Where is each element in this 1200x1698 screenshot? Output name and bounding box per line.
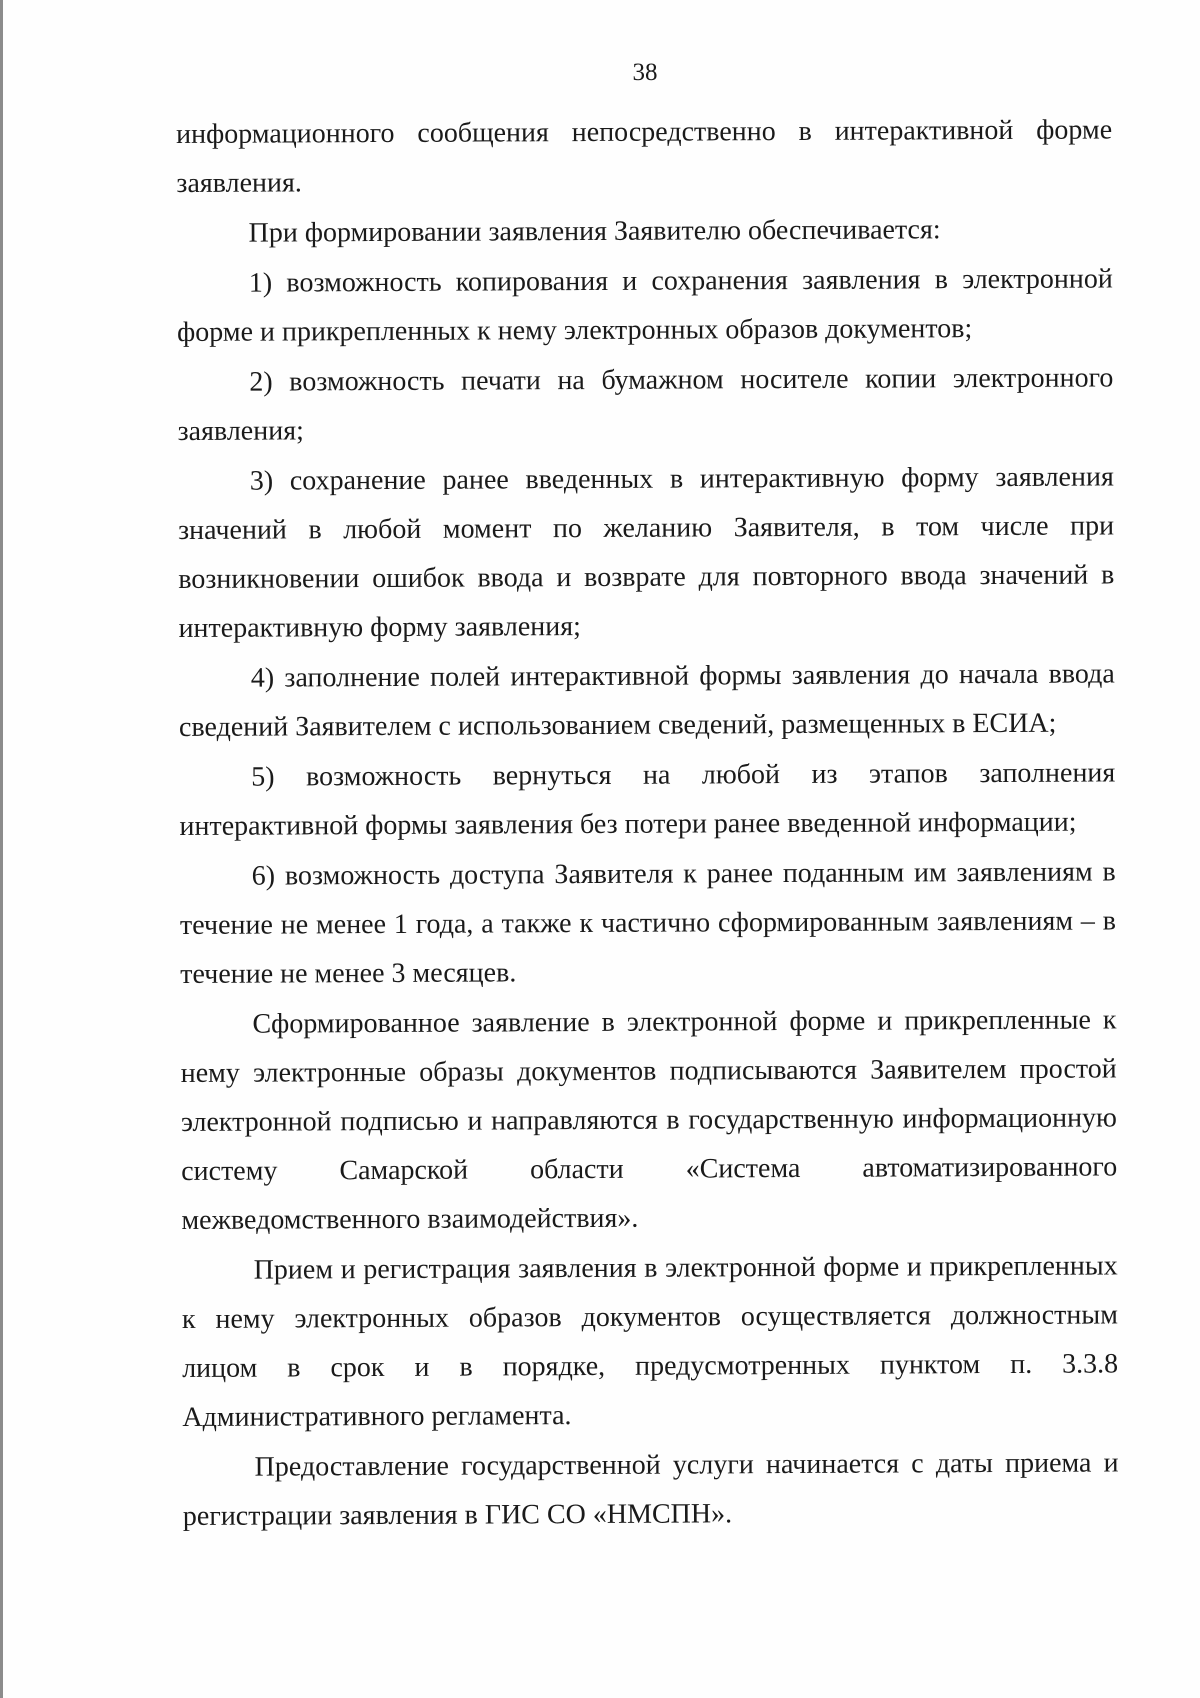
list-item-2: 2) возможность печати на бумажном носителе копии электронного заявления;: [177, 362, 1114, 447]
document-body: [176, 105, 1119, 1542]
list-item-1: 1) возможность копирования и сохранения заявления в электронной форме и прикрепленных к нему электронных образов документов;: [177, 263, 1113, 348]
list-item-3: 3) сохранение ранее введенных в интерактивную форму заявления значений в любой момент по желанию Заявителя, в том числе при возникновении ошибок ввода и возврате для повторного ввода значений в интерактивную форму заявления;: [177, 461, 1115, 644]
page-number: 38: [632, 59, 658, 86]
list-item-5: 5) возможность вернуться на любой из этапов заполнения интерактивной формы заявления без потери ранее введенной информации;: [179, 757, 1116, 842]
paragraph-signing: Сформированное заявление в электронной форме и прикрепленные к нему электронные образы документов подписываются Заявителем простой электронной подписью и направляются в государственную информационную систему Самарской области «Система автоматизированного межведомственного взаимодействия».: [180, 1004, 1118, 1236]
paragraph-registration: Прием и регистрация заявления в электронной форме и прикрепленных к нему электронных образов документов осуществляется должностным лицом в срок и в порядке, предусмотренных пунктом п. 3.3.8 Административного регламента.: [181, 1250, 1119, 1433]
list-item-6: 6) возможность доступа Заявителя к ранее поданным им заявлениям в течение не менее 1 года, а также к частично сформированным заявлениям – в течение не менее 3 месяцев.: [179, 856, 1117, 990]
paragraph-intro: При формировании заявления Заявителю обеспечивается:: [248, 214, 941, 249]
list-item-4: 4) заполнение полей интерактивной формы заявления до начала ввода сведений Заявителем с использованием сведений, размещенных в ЕСИА;: [178, 658, 1115, 743]
paragraph-continuation: информационного сообщения непосредственно в интерактивной форме заявления.: [176, 114, 1113, 199]
scan-edge: [0, 0, 3, 1698]
paragraph-start-of-service: Предоставление государственной услуги начинается с даты приема и регистрации заявления в ГИС СО «НМСПН».: [182, 1447, 1119, 1532]
